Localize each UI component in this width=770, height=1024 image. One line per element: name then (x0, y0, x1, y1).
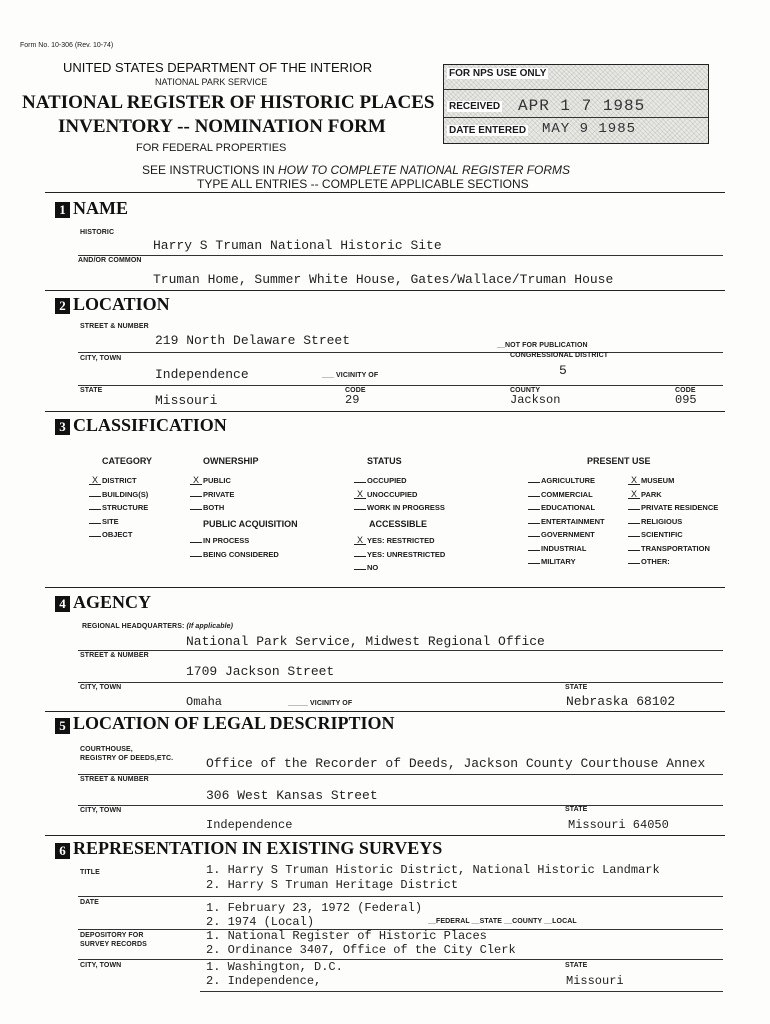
common-name-value: Truman Home, Summer White House, Gates/Wallace/Truman House (153, 272, 614, 287)
instructions-book: HOW TO COMPLETE NATIONAL REGISTER FORMS (278, 163, 571, 177)
present-use-heading: PRESENT USE (587, 456, 651, 466)
present-use-option (628, 501, 718, 515)
section-4-number: 4 (55, 596, 70, 612)
accessible-option (354, 561, 445, 575)
checkbox-mark: X (628, 476, 640, 485)
checkbox-mark (528, 509, 540, 510)
option-label: BEING CONSIDERED (203, 549, 279, 559)
agency-vicinity: _____ VICINITY OF (288, 700, 353, 707)
checkbox-mark (89, 536, 101, 537)
checkbox-mark: X (190, 476, 202, 485)
location-street-label: STREET & NUMBER (80, 323, 149, 330)
county-value: Jackson (510, 393, 561, 407)
service-title: NATIONAL PARK SERVICE (155, 77, 268, 87)
checkbox-mark: X (628, 490, 640, 499)
field-rule (78, 774, 723, 775)
present-use-option (628, 474, 718, 488)
option-label: NO (367, 563, 379, 572)
checkbox-mark (528, 523, 540, 524)
stamp-received-value: APR 1 7 1985 (518, 97, 646, 115)
courthouse-label-1: COURTHOUSE, (80, 746, 133, 753)
option-label: EDUCATIONAL (541, 503, 596, 512)
present-use-option (628, 515, 718, 529)
stamp-label: FOR NPS USE ONLY (449, 68, 547, 79)
status-option (354, 501, 445, 515)
survey-state-value: Missouri (566, 974, 624, 988)
legal-street-label: STREET & NUMBER (80, 776, 149, 783)
congressional-district-label: CONGRESSIONAL DISTRICT (510, 352, 609, 359)
checkbox-mark (528, 536, 540, 537)
form-title-1: NATIONAL REGISTER OF HISTORIC PLACES (22, 92, 435, 113)
location-city-value: Independence (155, 367, 249, 382)
category-option (89, 501, 148, 515)
option-label: PUBLIC (203, 476, 231, 485)
present-use-option (528, 528, 605, 542)
stamp-received-label: RECEIVED (449, 101, 501, 112)
regional-hq-value: National Park Service, Midwest Regional Office (186, 634, 545, 649)
present-use-option (528, 515, 605, 529)
survey-date-label: DATE (80, 899, 99, 906)
present-use-option (628, 528, 718, 542)
field-rule (78, 352, 723, 353)
category-options (89, 474, 148, 542)
option-label: RELIGIOUS (641, 516, 683, 526)
field-rule (78, 896, 723, 897)
courthouse-value: Office of the Recorder of Deeds, Jackson County Courthouse Annex (206, 756, 706, 771)
option-label: PRIVATE (203, 489, 235, 499)
checkbox-mark: X (89, 476, 101, 485)
option-label: ENTERTAINMENT (541, 516, 605, 526)
checkbox-mark (190, 496, 202, 497)
depository-1: 1. National Register of Historic Places (206, 929, 487, 943)
form-subtitle: FOR FEDERAL PROPERTIES (136, 142, 287, 154)
option-label: PARK (641, 489, 662, 499)
section-1-title: NAME (73, 198, 128, 218)
checkbox-mark (354, 569, 366, 570)
section-rule (45, 411, 725, 412)
accessible-option (354, 548, 445, 562)
agency-city-value: Omaha (186, 695, 223, 709)
stamp-divider (444, 117, 708, 118)
option-label: AGRICULTURE (541, 476, 596, 485)
agency-vicinity-label: VICINITY OF (310, 700, 353, 707)
form-number: Form No. 10-306 (Rev. 10-74) (20, 42, 114, 49)
legal-state-label: STATE (565, 806, 588, 813)
public-acquisition-heading: PUBLIC ACQUISITION (203, 519, 298, 529)
vicinity-label: VICINITY OF (336, 372, 379, 379)
survey-title-label: TITLE (80, 869, 100, 876)
option-label: IN PROCESS (203, 536, 250, 545)
county-code-value: 095 (675, 393, 697, 407)
ownership-heading: OWNERSHIP (203, 456, 259, 466)
ownership-options (190, 474, 234, 515)
location-state-label: STATE (80, 387, 103, 394)
department-title: UNITED STATES DEPARTMENT OF THE INTERIOR (63, 60, 373, 75)
section-1-number: 1 (55, 202, 70, 218)
county-label: COUNTY (510, 387, 541, 394)
category-option (89, 488, 148, 502)
historic-label: HISTORIC (80, 229, 115, 236)
category-option (89, 528, 148, 542)
instructions-prefix: SEE INSTRUCTIONS IN (142, 163, 279, 177)
option-label: OBJECT (102, 530, 133, 539)
section-2-title: LOCATION (73, 294, 170, 314)
agency-state-value: Nebraska 68102 (566, 694, 676, 709)
present-use-option (628, 542, 718, 556)
category-heading: CATEGORY (102, 456, 153, 466)
depository-label-1: DEPOSITORY FOR (80, 932, 144, 939)
survey-state-label: STATE (565, 962, 588, 969)
header-rule (45, 192, 725, 193)
not-for-publication-label: NOT FOR PUBLICATION (505, 342, 588, 349)
acquisition-option (190, 534, 279, 548)
section-3-number: 3 (55, 419, 70, 435)
field-rule (78, 650, 723, 651)
survey-date-2: 2. 1974 (Local) (206, 915, 315, 929)
agency-city-label: CITY, TOWN (80, 684, 122, 691)
field-rule (78, 805, 723, 806)
option-label: UNOCCUPIED (367, 489, 418, 499)
agency-street-value: 1709 Jackson Street (186, 664, 335, 679)
status-option (354, 474, 445, 488)
historic-name-value: Harry S Truman National Historic Site (153, 238, 442, 253)
present-use-option (528, 474, 605, 488)
checkbox-mark (628, 550, 640, 551)
section-6-title: REPRESENTATION IN EXISTING SURVEYS (73, 838, 443, 858)
location-street-value: 219 North Delaware Street (155, 333, 351, 348)
section-rule (45, 835, 725, 836)
acquisition-options (190, 534, 279, 561)
checkbox-mark (628, 523, 640, 524)
option-label: STRUCTURE (102, 503, 149, 512)
checkbox-mark (628, 536, 640, 537)
regional-hq (82, 623, 233, 630)
checkbox-mark (528, 482, 540, 483)
legal-state-value: Missouri 64050 (568, 818, 669, 832)
survey-city-2: 2. Independence, (206, 974, 322, 988)
option-label: YES: UNRESTRICTED (367, 549, 446, 559)
checkbox-mark (354, 556, 366, 557)
section-rule (45, 711, 725, 712)
county-code-label: CODE (675, 387, 696, 394)
checkbox-mark (354, 482, 366, 483)
courthouse-label-2: REGISTRY OF DEEDS,ETC. (80, 755, 174, 762)
section-5-number: 5 (55, 718, 70, 734)
checkbox-mark (528, 550, 540, 551)
checkbox-mark (354, 509, 366, 510)
survey-city-label: CITY, TOWN (80, 962, 122, 969)
field-rule (78, 255, 723, 256)
depository-2: 2. Ordinance 3407, Office of the City Clerk (206, 943, 516, 957)
congressional-district-value: 5 (559, 363, 567, 378)
option-label: INDUSTRIAL (541, 543, 587, 553)
common-name-label: AND/OR COMMON (78, 257, 142, 264)
instructions-line-1 (142, 163, 570, 177)
option-label: DISTRICT (102, 476, 137, 485)
survey-title-2: 2. Harry S Truman Heritage District (206, 878, 459, 892)
option-label: SITE (102, 516, 119, 526)
form-title-2: INVENTORY -- NOMINATION FORM (58, 116, 386, 137)
section-5-title: LOCATION OF LEGAL DESCRIPTION (73, 713, 395, 733)
checkbox-mark (190, 556, 202, 557)
vicinity: ___ VICINITY OF (322, 372, 379, 379)
checkbox-mark (528, 496, 540, 497)
present-use-option (528, 555, 605, 569)
legal-street-value: 306 West Kansas Street (206, 788, 378, 803)
legal-city-value: Independence (206, 818, 293, 832)
present-use-option (528, 488, 605, 502)
status-option (354, 488, 445, 502)
checkbox-mark: X (354, 490, 366, 499)
section-4-title: AGENCY (73, 592, 152, 612)
option-label: SCIENTIFIC (641, 530, 683, 539)
option-label: COMMERCIAL (541, 489, 593, 499)
option-label: MILITARY (541, 557, 576, 566)
option-label: YES: RESTRICTED (367, 536, 435, 545)
field-rule (78, 682, 723, 683)
section-2-number: 2 (55, 298, 70, 314)
field-rule (200, 991, 723, 992)
category-option (89, 474, 148, 488)
checkbox-mark (89, 496, 101, 497)
present-use-option (628, 555, 718, 569)
option-label: BUILDING(S) (102, 489, 149, 499)
present-use-option (528, 501, 605, 515)
section-rule (45, 587, 725, 588)
stamp-entered-value: MAY 9 1985 (542, 121, 637, 137)
section-6-number: 6 (55, 843, 70, 859)
checkbox-mark (628, 509, 640, 510)
option-label: WORK IN PROGRESS (367, 503, 445, 512)
status-options (354, 474, 445, 515)
checkbox-mark (628, 563, 640, 564)
stamp-divider (444, 89, 708, 90)
ownership-option (190, 501, 234, 515)
accessible-heading: ACCESSIBLE (369, 519, 428, 529)
present-use-options-b (628, 474, 718, 569)
depository-label-2: SURVEY RECORDS (80, 941, 147, 948)
checkbox-mark (89, 523, 101, 524)
checkbox-mark (528, 563, 540, 564)
agency-street-label: STREET & NUMBER (80, 652, 149, 659)
status-heading: STATUS (367, 456, 402, 466)
survey-city-1: 1. Washington, D.C. (206, 960, 343, 974)
regional-hq-note: (If applicable) (186, 623, 234, 630)
survey-title-1: 1. Harry S Truman Historic District, National Historic Landmark (206, 863, 660, 877)
option-label: OCCUPIED (367, 476, 407, 485)
regional-hq-label: REGIONAL HEADQUARTERS: (82, 623, 185, 630)
section-rule (45, 290, 725, 291)
present-use-options-a (528, 474, 605, 569)
state-code-value: 29 (345, 393, 360, 407)
location-city-label: CITY, TOWN (80, 355, 122, 362)
field-rule (78, 959, 723, 960)
location-state-value: Missouri (155, 393, 218, 408)
ownership-option (190, 488, 234, 502)
nps-use-only-stamp (443, 64, 709, 144)
checkbox-mark: X (354, 536, 366, 545)
ownership-option (190, 474, 234, 488)
field-rule (78, 385, 723, 386)
survey-levels: __FEDERAL __STATE __COUNTY __LOCAL (428, 918, 577, 925)
instructions-line-2: TYPE ALL ENTRIES -- COMPLETE APPLICABLE SECTIONS (197, 177, 529, 191)
legal-city-label: CITY, TOWN (80, 807, 122, 814)
option-label: BOTH (203, 503, 225, 512)
checkbox-mark (190, 542, 202, 543)
option-label: TRANSPORTATION (641, 543, 710, 553)
checkbox-mark (190, 509, 202, 510)
option-label: MUSEUM (641, 476, 675, 485)
option-label: GOVERNMENT (541, 530, 595, 539)
survey-date-1: 1. February 23, 1972 (Federal) (206, 901, 423, 915)
category-option (89, 515, 148, 529)
accessible-option (354, 534, 445, 548)
present-use-option (528, 542, 605, 556)
section-3-title: CLASSIFICATION (73, 415, 227, 435)
survey-levels-label: FEDERAL __STATE __COUNTY __LOCAL (436, 918, 577, 925)
option-label: PRIVATE RESIDENCE (641, 503, 719, 512)
state-code-label: CODE (345, 387, 366, 394)
checkbox-mark (89, 509, 101, 510)
accessible-options (354, 534, 445, 575)
not-for-publication: __NOT FOR PUBLICATION (497, 342, 588, 349)
stamp-entered-label: DATE ENTERED (449, 125, 527, 136)
present-use-option (628, 488, 718, 502)
agency-state-label: STATE (565, 684, 588, 691)
acquisition-option (190, 548, 279, 562)
option-label: OTHER: (641, 557, 670, 566)
